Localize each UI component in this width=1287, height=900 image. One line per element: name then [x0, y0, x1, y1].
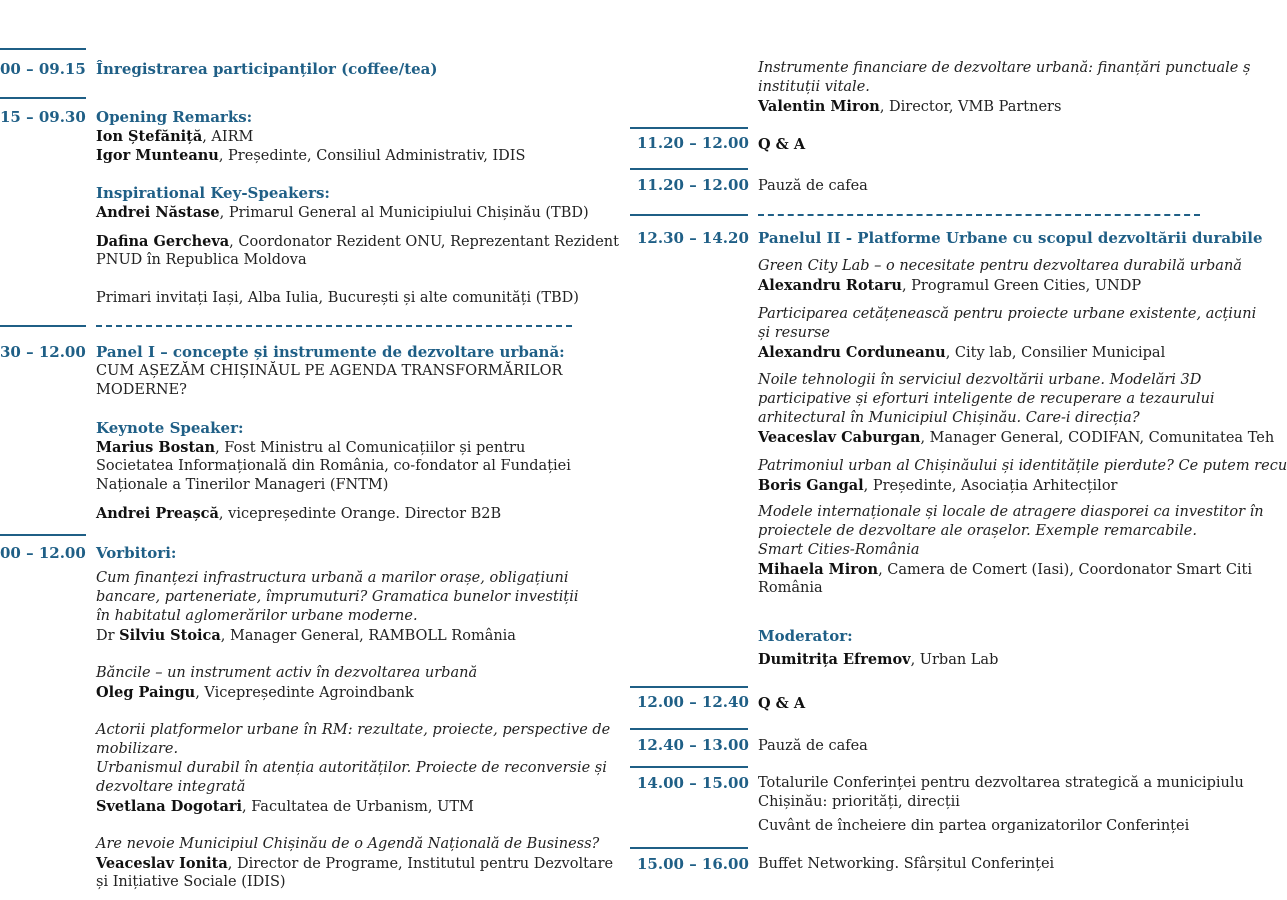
speaker-line — [758, 276, 1141, 296]
topic-line: Participarea cetățenească pentru proiecte urbane existente, acțiuni — [758, 306, 1257, 322]
session-time: 12.00 – 12.40 — [637, 693, 749, 711]
divider — [630, 168, 748, 170]
speaker-name: Veaceslav Ionita — [96, 855, 228, 872]
topic-line: și resurse — [758, 325, 830, 341]
speaker-name: Igor Munteanu — [96, 147, 219, 164]
closing-line: Chișinău: priorități, direcții — [758, 794, 960, 810]
closing-line: Cuvânt de încheiere din partea organizatorilor Conferinței — [758, 818, 1190, 834]
speaker-name: Svetlana Dogotari — [96, 798, 243, 815]
speaker-name: Silviu Stoica — [119, 627, 221, 644]
speaker-name: Valentin Miron — [758, 98, 880, 115]
session-time: 11.20 – 12.00 — [637, 134, 749, 152]
speaker-role: , AIRM — [202, 129, 254, 145]
note-line: Primari invitați Iași, Alba Iulia, București și alte comunități (TBD) — [96, 290, 579, 306]
speaker-line — [96, 797, 474, 817]
speaker-line — [758, 650, 998, 670]
speaker-role: , Președinte, Consiliul Administrativ, IDIS — [218, 148, 526, 164]
topic-line: Green City Lab – o necesitate pentru dezvoltarea durabilă urbană — [758, 258, 1242, 274]
topic-line: Are nevoie Municipiul Chișinău de o Agendă Națională de Business? — [96, 836, 600, 852]
topic-line: Băncile – un instrument activ în dezvoltarea urbană — [96, 665, 478, 681]
panel-title: Panel I – concepte și instrumente de dezvoltare urbană: — [96, 343, 565, 361]
speaker-role: Societatea Informațională din România, co-fondator al Fundației — [96, 458, 571, 474]
section-label: Inspirational Key-Speakers: — [96, 184, 330, 202]
speaker-line — [96, 438, 525, 458]
speaker-role: , Urban Lab — [910, 652, 999, 668]
divider — [0, 325, 86, 327]
speaker-name: Ion Ștefăniță — [96, 128, 203, 145]
speaker-line — [96, 854, 613, 874]
dashed-divider — [758, 214, 1200, 216]
session-time: 30 – 12.00 — [0, 343, 86, 361]
speaker-role: , Camera de Comert (Iasi), Coordonator Smart Citi — [878, 562, 1253, 578]
speaker-role: Naționale a Tinerilor Manageri (FNTM) — [96, 477, 389, 493]
session-time: 12.30 – 14.20 — [637, 229, 749, 247]
panel-title: Panelul II - Platforme Urbane cu scopul dezvoltării durabile — [758, 229, 1263, 247]
session-title: Înregistrarea participanților (coffee/tea) — [96, 60, 438, 78]
speaker-line — [96, 626, 516, 646]
speaker-role: și Inițiative Sociale (IDIS) — [96, 874, 286, 890]
speaker-prefix: Dr — [96, 628, 120, 644]
topic-line: arhitectural în Municipiul Chișinău. Care-i direcția? — [758, 410, 1140, 426]
divider — [0, 97, 86, 99]
topic-line: instituții vitale. — [758, 79, 870, 95]
section-label: Keynote Speaker: — [96, 419, 244, 437]
session-title: Buffet Networking. Sfârșitul Conferinței — [758, 856, 1055, 872]
speaker-role: , Programul Green Cities, UNDP — [901, 278, 1142, 294]
topic-line: Actorii platformelor urbane în RM: rezultate, proiecte, perspective de — [96, 722, 611, 738]
divider — [630, 766, 748, 768]
topic-line: mobilizare. — [96, 741, 179, 757]
section-label: Opening Remarks: — [96, 108, 253, 126]
session-title: Pauză de cafea — [758, 178, 868, 194]
speaker-name: Dumitrița Efremov — [758, 651, 911, 668]
speaker-role: , Director, VMB Partners — [879, 99, 1062, 115]
speaker-role: România — [758, 580, 823, 596]
divider — [630, 728, 748, 730]
speaker-name: Veaceslav Caburgan — [758, 429, 921, 446]
topic-line: Patrimoniul urban al Chișinăului și identitățile pierdute? Ce putem recu — [758, 458, 1287, 474]
speaker-line — [758, 343, 1165, 363]
speaker-line — [96, 504, 501, 524]
session-time: 12.40 – 13.00 — [637, 736, 749, 754]
topic-line: Noile tehnologii în serviciul dezvoltării urbane. Modelări 3D — [758, 372, 1202, 388]
dashed-divider — [96, 325, 572, 327]
speaker-line — [758, 97, 1061, 117]
topic-line: Smart Cities-România — [758, 542, 920, 558]
speaker-role: , City lab, Consilier Municipal — [945, 345, 1166, 361]
session-time: 15 – 09.30 — [0, 108, 86, 126]
speaker-role: , Manager General, CODIFAN, Comunitatea Teh — [920, 430, 1275, 446]
speaker-line — [96, 683, 414, 703]
closing-line: Totalurile Conferinței pentru dezvoltarea strategică a municipiulu — [758, 775, 1244, 791]
speaker-line — [96, 203, 589, 223]
topic-line: Instrumente financiare de dezvoltare urbană: finanțări punctuale ș — [758, 60, 1251, 76]
topic-line: Cum finanțezi infrastructura urbană a marilor orașe, obligațiuni — [96, 570, 569, 586]
topic-line: Modele internaționale și locale de atragere diasporei ca investitor în — [758, 504, 1264, 520]
session-title: Q & A — [758, 695, 806, 712]
speaker-name: Oleg Paingu — [96, 684, 196, 701]
speaker-line — [758, 428, 1274, 448]
session-title: Q & A — [758, 136, 806, 153]
divider — [630, 847, 748, 849]
topic-line: dezvoltare integrată — [96, 779, 246, 795]
speaker-name: Alexandru Corduneanu — [758, 344, 946, 361]
speaker-name: Andrei Preașcă — [96, 505, 219, 522]
divider — [0, 534, 86, 536]
session-time: 11.20 – 12.00 — [637, 176, 749, 194]
panel-subtitle: CUM AȘEZĂM CHIȘINĂUL PE AGENDA TRANSFORMĂRILOR — [96, 363, 563, 379]
divider — [630, 127, 748, 129]
divider — [630, 686, 748, 688]
divider — [0, 48, 86, 50]
speaker-line — [96, 146, 525, 166]
session-time: 00 – 09.15 — [0, 60, 86, 78]
speaker-role: , vicepreședinte Orange. Director B2B — [218, 506, 502, 522]
speaker-line — [96, 127, 253, 147]
divider — [630, 214, 748, 216]
session-time: 00 – 12.00 — [0, 544, 86, 562]
speaker-role: , Președinte, Asociația Arhitecților — [863, 478, 1118, 494]
session-time: 14.00 – 15.00 — [637, 774, 749, 792]
topic-line: Urbanismul durabil în atenția autorităților. Proiecte de reconversie și — [96, 760, 607, 776]
speaker-line — [96, 232, 619, 252]
speaker-role: , Coordonator Rezident ONU, Reprezentant Rezident — [229, 234, 619, 250]
session-title: Pauză de cafea — [758, 738, 868, 754]
speaker-name: Marius Bostan — [96, 439, 216, 456]
speaker-role: PNUD în Republica Moldova — [96, 252, 307, 268]
topic-line: bancare, parteneriate, împrumuturi? Gramatica bunelor investiții — [96, 589, 579, 605]
session-time: 15.00 – 16.00 — [637, 855, 749, 873]
speaker-role: , Facultatea de Urbanism, UTM — [242, 799, 474, 815]
speaker-name: Dafina Gercheva — [96, 233, 230, 250]
speaker-role: , Director de Programe, Institutul pentru Dezvoltare — [227, 856, 614, 872]
speaker-name: Alexandru Rotaru — [758, 277, 902, 294]
speaker-role: , Vicepreședinte Agroindbank — [195, 685, 414, 701]
speaker-role: , Manager General, RAMBOLL România — [220, 628, 516, 644]
speaker-role: , Fost Ministru al Comunicațiilor și pentru — [215, 440, 526, 456]
speaker-name: Boris Gangal — [758, 477, 864, 494]
panel-subtitle: MODERNE? — [96, 382, 187, 398]
topic-line: proiectele de dezvoltare ale orașelor. Exemple remarcabile. — [758, 523, 1197, 539]
speaker-role: , Primarul General al Municipiului Chișinău (TBD) — [219, 205, 589, 221]
speaker-line — [758, 476, 1117, 496]
topic-line: în habitatul aglomerărilor urbane moderne. — [96, 608, 418, 624]
speaker-name: Andrei Năstase — [96, 204, 220, 221]
section-label: Moderator: — [758, 627, 853, 645]
topic-line: participative și eforturi inteligente de recuperare a tezaurului — [758, 391, 1215, 407]
speaker-line — [758, 560, 1252, 580]
section-label: Vorbitori: — [96, 544, 177, 562]
speaker-name: Mihaela Miron — [758, 561, 879, 578]
